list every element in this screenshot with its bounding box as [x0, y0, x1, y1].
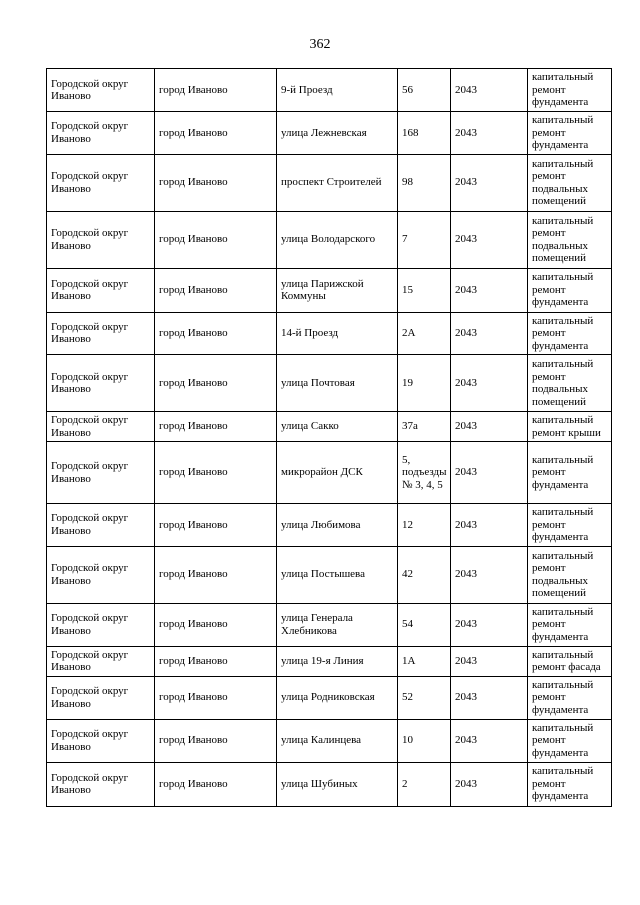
year-cell: 2043 — [451, 69, 528, 112]
table-row — [47, 442, 612, 504]
table-row — [47, 355, 612, 412]
work-type-cell: капитальный ремонт подвальных помещений — [528, 355, 612, 412]
city-cell: город Иваново — [155, 312, 277, 355]
district-cell: Городской округ Иваново — [47, 412, 155, 442]
district-cell: Городской округ Иваново — [47, 546, 155, 603]
work-type-cell: капитальный ремонт фундамента — [528, 268, 612, 312]
table-row — [47, 154, 612, 211]
table-row — [47, 69, 612, 112]
street-cell: улица Володарского — [277, 211, 398, 268]
city-cell: город Иваново — [155, 69, 277, 112]
table-row — [47, 312, 612, 355]
street-cell: улица Шубиных — [277, 762, 398, 806]
page-number: 362 — [309, 37, 331, 52]
street-cell: улица Генерала Хлебникова — [277, 603, 398, 646]
house-number-cell: 12 — [398, 504, 451, 547]
house-number-cell: 37а — [398, 412, 451, 442]
street-cell: улица Парижской Коммуны — [277, 268, 398, 312]
house-number-cell: 54 — [398, 603, 451, 646]
house-number-cell: 98 — [398, 154, 451, 211]
city-cell: город Иваново — [155, 762, 277, 806]
city-cell: город Иваново — [155, 546, 277, 603]
year-cell: 2043 — [451, 546, 528, 603]
district-cell: Городской округ Иваново — [47, 646, 155, 676]
district-cell: Городской округ Иваново — [47, 676, 155, 719]
street-cell: 14-й Проезд — [277, 312, 398, 355]
work-type-cell: капитальный ремонт фундамента — [528, 69, 612, 112]
table-row — [47, 719, 612, 762]
district-cell: Городской округ Иваново — [47, 603, 155, 646]
table-row — [47, 268, 612, 312]
year-cell: 2043 — [451, 312, 528, 355]
district-cell: Городской округ Иваново — [47, 268, 155, 312]
table-row — [47, 646, 612, 676]
work-type-cell: капитальный ремонт фундамента — [528, 603, 612, 646]
repair-schedule-table — [46, 68, 612, 807]
year-cell: 2043 — [451, 355, 528, 412]
work-type-cell: капитальный ремонт фундамента — [528, 312, 612, 355]
city-cell: город Иваново — [155, 355, 277, 412]
table-row — [47, 762, 612, 806]
street-cell: 9-й Проезд — [277, 69, 398, 112]
city-cell: город Иваново — [155, 211, 277, 268]
work-type-cell: капитальный ремонт подвальных помещений — [528, 211, 612, 268]
table-row — [47, 676, 612, 719]
year-cell: 2043 — [451, 762, 528, 806]
house-number-cell: 15 — [398, 268, 451, 312]
city-cell: город Иваново — [155, 719, 277, 762]
street-cell: улица Родниковская — [277, 676, 398, 719]
city-cell: город Иваново — [155, 154, 277, 211]
district-cell: Городской округ Иваново — [47, 442, 155, 504]
house-number-cell: 2 — [398, 762, 451, 806]
city-cell: город Иваново — [155, 442, 277, 504]
table-row — [47, 546, 612, 603]
district-cell: Городской округ Иваново — [47, 355, 155, 412]
house-number-cell: 10 — [398, 719, 451, 762]
street-cell: улица 19-я Линия — [277, 646, 398, 676]
year-cell: 2043 — [451, 442, 528, 504]
street-cell: микрорайон ДСК — [277, 442, 398, 504]
work-type-cell: капитальный ремонт фасада — [528, 646, 612, 676]
house-number-cell: 52 — [398, 676, 451, 719]
year-cell: 2043 — [451, 154, 528, 211]
street-cell: улица Лежневская — [277, 112, 398, 155]
work-type-cell: капитальный ремонт фундамента — [528, 504, 612, 547]
table-row — [47, 112, 612, 155]
street-cell: улица Калинцева — [277, 719, 398, 762]
house-number-cell: 168 — [398, 112, 451, 155]
table-row — [47, 412, 612, 442]
city-cell: город Иваново — [155, 603, 277, 646]
year-cell: 2043 — [451, 112, 528, 155]
city-cell: город Иваново — [155, 646, 277, 676]
street-cell: улица Сакко — [277, 412, 398, 442]
house-number-cell: 1А — [398, 646, 451, 676]
house-number-cell: 2А — [398, 312, 451, 355]
work-type-cell: капитальный ремонт фундамента — [528, 442, 612, 504]
work-type-cell: капитальный ремонт фундамента — [528, 112, 612, 155]
work-type-cell: капитальный ремонт подвальных помещений — [528, 154, 612, 211]
table-row — [47, 603, 612, 646]
work-type-cell: капитальный ремонт фундамента — [528, 762, 612, 806]
house-number-cell: 56 — [398, 69, 451, 112]
table-row — [47, 504, 612, 547]
street-cell: улица Любимова — [277, 504, 398, 547]
house-number-cell: 7 — [398, 211, 451, 268]
city-cell: город Иваново — [155, 676, 277, 719]
house-number-cell: 42 — [398, 546, 451, 603]
street-cell: улица Постышева — [277, 546, 398, 603]
year-cell: 2043 — [451, 211, 528, 268]
district-cell: Городской округ Иваново — [47, 719, 155, 762]
district-cell: Городской округ Иваново — [47, 69, 155, 112]
district-cell: Городской округ Иваново — [47, 211, 155, 268]
year-cell: 2043 — [451, 268, 528, 312]
street-cell: проспект Строителей — [277, 154, 398, 211]
table-row — [47, 211, 612, 268]
work-type-cell: капитальный ремонт подвальных помещений — [528, 546, 612, 603]
house-number-cell: 5, подъезды № 3, 4, 5 — [398, 442, 451, 504]
district-cell: Городской округ Иваново — [47, 112, 155, 155]
year-cell: 2043 — [451, 504, 528, 547]
city-cell: город Иваново — [155, 412, 277, 442]
house-number-cell: 19 — [398, 355, 451, 412]
street-cell: улица Почтовая — [277, 355, 398, 412]
year-cell: 2043 — [451, 603, 528, 646]
year-cell: 2043 — [451, 719, 528, 762]
district-cell: Городской округ Иваново — [47, 312, 155, 355]
city-cell: город Иваново — [155, 268, 277, 312]
year-cell: 2043 — [451, 412, 528, 442]
city-cell: город Иваново — [155, 504, 277, 547]
work-type-cell: капитальный ремонт фундамента — [528, 676, 612, 719]
year-cell: 2043 — [451, 646, 528, 676]
district-cell: Городской округ Иваново — [47, 154, 155, 211]
city-cell: город Иваново — [155, 112, 277, 155]
work-type-cell: капитальный ремонт крыши — [528, 412, 612, 442]
work-type-cell: капитальный ремонт фундамента — [528, 719, 612, 762]
year-cell: 2043 — [451, 676, 528, 719]
district-cell: Городской округ Иваново — [47, 762, 155, 806]
district-cell: Городской округ Иваново — [47, 504, 155, 547]
